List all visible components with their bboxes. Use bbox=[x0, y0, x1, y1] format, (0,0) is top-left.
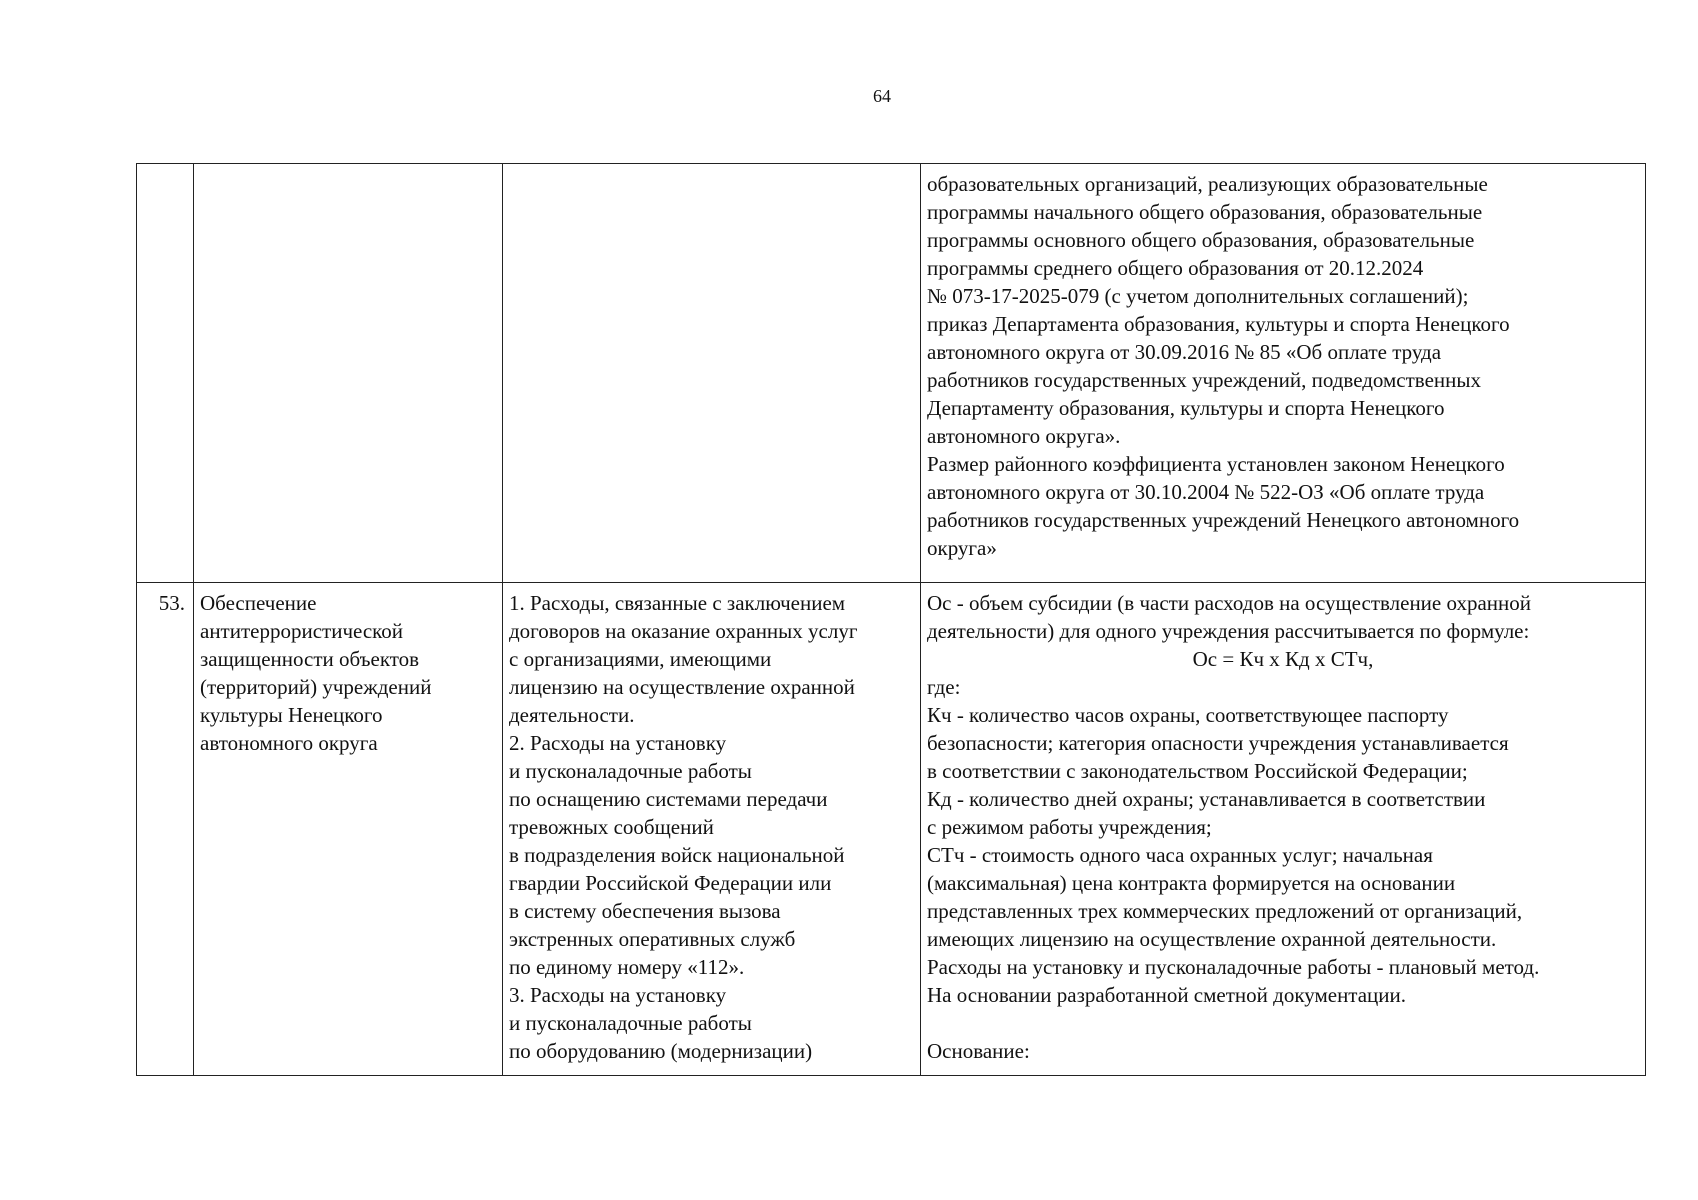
basis-text-line: (максимальная) цена контракта формируется на основании bbox=[927, 871, 1456, 895]
basis-text-line: в соответствии с законодательством Российской Федерации; bbox=[927, 759, 1468, 783]
basis-text-line: автономного округа от 30.09.2016 № 85 «Об оплате труда bbox=[927, 340, 1442, 364]
expense-text-line: по оборудованию (модернизации) bbox=[509, 1039, 813, 1063]
table-row-53 bbox=[137, 583, 1646, 1076]
activity-name-line: (территорий) учреждений bbox=[200, 675, 432, 699]
activity-name-line: культуры Ненецкого bbox=[200, 703, 383, 727]
expense-text-line: 3. Расходы на установку bbox=[509, 983, 727, 1007]
basis-text-line: программы основного общего образования, образовательные bbox=[927, 228, 1475, 252]
basis-text-line: Размер районного коэффициента установлен законом Ненецкого bbox=[927, 452, 1505, 476]
expense-text-line: лицензию на осуществление охранной bbox=[509, 675, 855, 699]
expense-text-line: и пусконаладочные работы bbox=[509, 759, 752, 783]
expense-text-line: тревожных сообщений bbox=[509, 815, 714, 839]
expense-text-line: деятельности. bbox=[509, 703, 635, 727]
basis-text-line: программы начального общего образования, образовательные bbox=[927, 200, 1483, 224]
expense-text-line: договоров на оказание охранных услуг bbox=[509, 619, 858, 643]
expense-text-line: 2. Расходы на установку bbox=[509, 731, 727, 755]
basis-text-line: приказ Департамента образования, культуры и спорта Ненецкого bbox=[927, 312, 1510, 336]
row-number-cell bbox=[137, 583, 194, 1076]
expense-text-line: в систему обеспечения вызова bbox=[509, 899, 781, 923]
basis-text-line: На основании разработанной сметной документации. bbox=[927, 983, 1407, 1007]
expense-types-cell bbox=[503, 164, 921, 583]
activity-name-line: защищенности объектов bbox=[200, 647, 420, 671]
basis-text-line: Кч - количество часов охраны, соответствующее паспорту bbox=[927, 703, 1449, 727]
basis-text-line: работников государственных учреждений Ненецкого автономного bbox=[927, 508, 1520, 532]
basis-text-line: программы среднего общего образования от 20.12.2024 bbox=[927, 256, 1424, 280]
calculation-basis-cell bbox=[921, 583, 1646, 1076]
basis-text-line: образовательных организаций, реализующих образовательные bbox=[927, 172, 1488, 196]
activity-name-cell bbox=[194, 583, 503, 1076]
blank-line bbox=[927, 1009, 1639, 1037]
basis-text-line: с режимом работы учреждения; bbox=[927, 815, 1212, 839]
basis-text-line: Ос - объем субсидии (в части расходов на осуществление охранной bbox=[927, 591, 1532, 615]
basis-text-line: Кд - количество дней охраны; устанавливается в соответствии bbox=[927, 787, 1486, 811]
expense-text-line: и пусконаладочные работы bbox=[509, 1011, 752, 1035]
expense-types-cell bbox=[503, 583, 921, 1076]
expense-text-line: гвардии Российской Федерации или bbox=[509, 871, 832, 895]
expense-text-line: экстренных оперативных служб bbox=[509, 927, 796, 951]
activity-name-cell bbox=[194, 164, 503, 583]
basis-text-line: округа» bbox=[927, 536, 997, 560]
basis-text-line: Департаменту образования, культуры и спорта Ненецкого bbox=[927, 396, 1445, 420]
basis-text-line: безопасности; категория опасности учреждения устанавливается bbox=[927, 731, 1509, 755]
expense-text-line: по оснащению системами передачи bbox=[509, 787, 828, 811]
calculation-basis-cell bbox=[921, 164, 1646, 583]
expense-text-line: по единому номеру «112». bbox=[509, 955, 745, 979]
expense-text-line: 1. Расходы, связанные с заключением bbox=[509, 591, 846, 615]
basis-text-line: где: bbox=[927, 675, 961, 699]
activity-name-line: автономного округа bbox=[200, 731, 378, 755]
basis-text-line: Расходы на установку и пусконаладочные работы - плановый метод. bbox=[927, 955, 1540, 979]
regulation-table bbox=[136, 163, 1646, 1076]
basis-footer: Основание: bbox=[927, 1039, 1030, 1063]
subsidy-formula: Ос = Кч х Кд х СТч, bbox=[1192, 647, 1374, 671]
activity-name-line: Обеспечение bbox=[200, 591, 317, 615]
basis-text-line: автономного округа». bbox=[927, 424, 1121, 448]
basis-text-line: автономного округа от 30.10.2004 № 522-ОЗ «Об оплате труда bbox=[927, 480, 1485, 504]
table-row-continuation bbox=[137, 164, 1646, 583]
activity-name-line: антитеррористической bbox=[200, 619, 404, 643]
basis-text-line: имеющих лицензию на осуществление охранной деятельности. bbox=[927, 927, 1497, 951]
basis-text-line: работников государственных учреждений, подведомственных bbox=[927, 368, 1482, 392]
basis-text-line: представленных трех коммерческих предложений от организаций, bbox=[927, 899, 1523, 923]
basis-text-line: СТч - стоимость одного часа охранных услуг; начальная bbox=[927, 843, 1433, 867]
row-number: 53. bbox=[158, 591, 185, 615]
page-number: 64 bbox=[873, 86, 891, 106]
row-number-cell bbox=[137, 164, 194, 583]
basis-text-line: деятельности) для одного учреждения рассчитывается по формуле: bbox=[927, 619, 1530, 643]
expense-text-line: в подразделения войск национальной bbox=[509, 843, 845, 867]
basis-text-line: № 073-17-2025-079 (с учетом дополнительных соглашений); bbox=[927, 284, 1469, 308]
expense-text-line: с организациями, имеющими bbox=[509, 647, 772, 671]
